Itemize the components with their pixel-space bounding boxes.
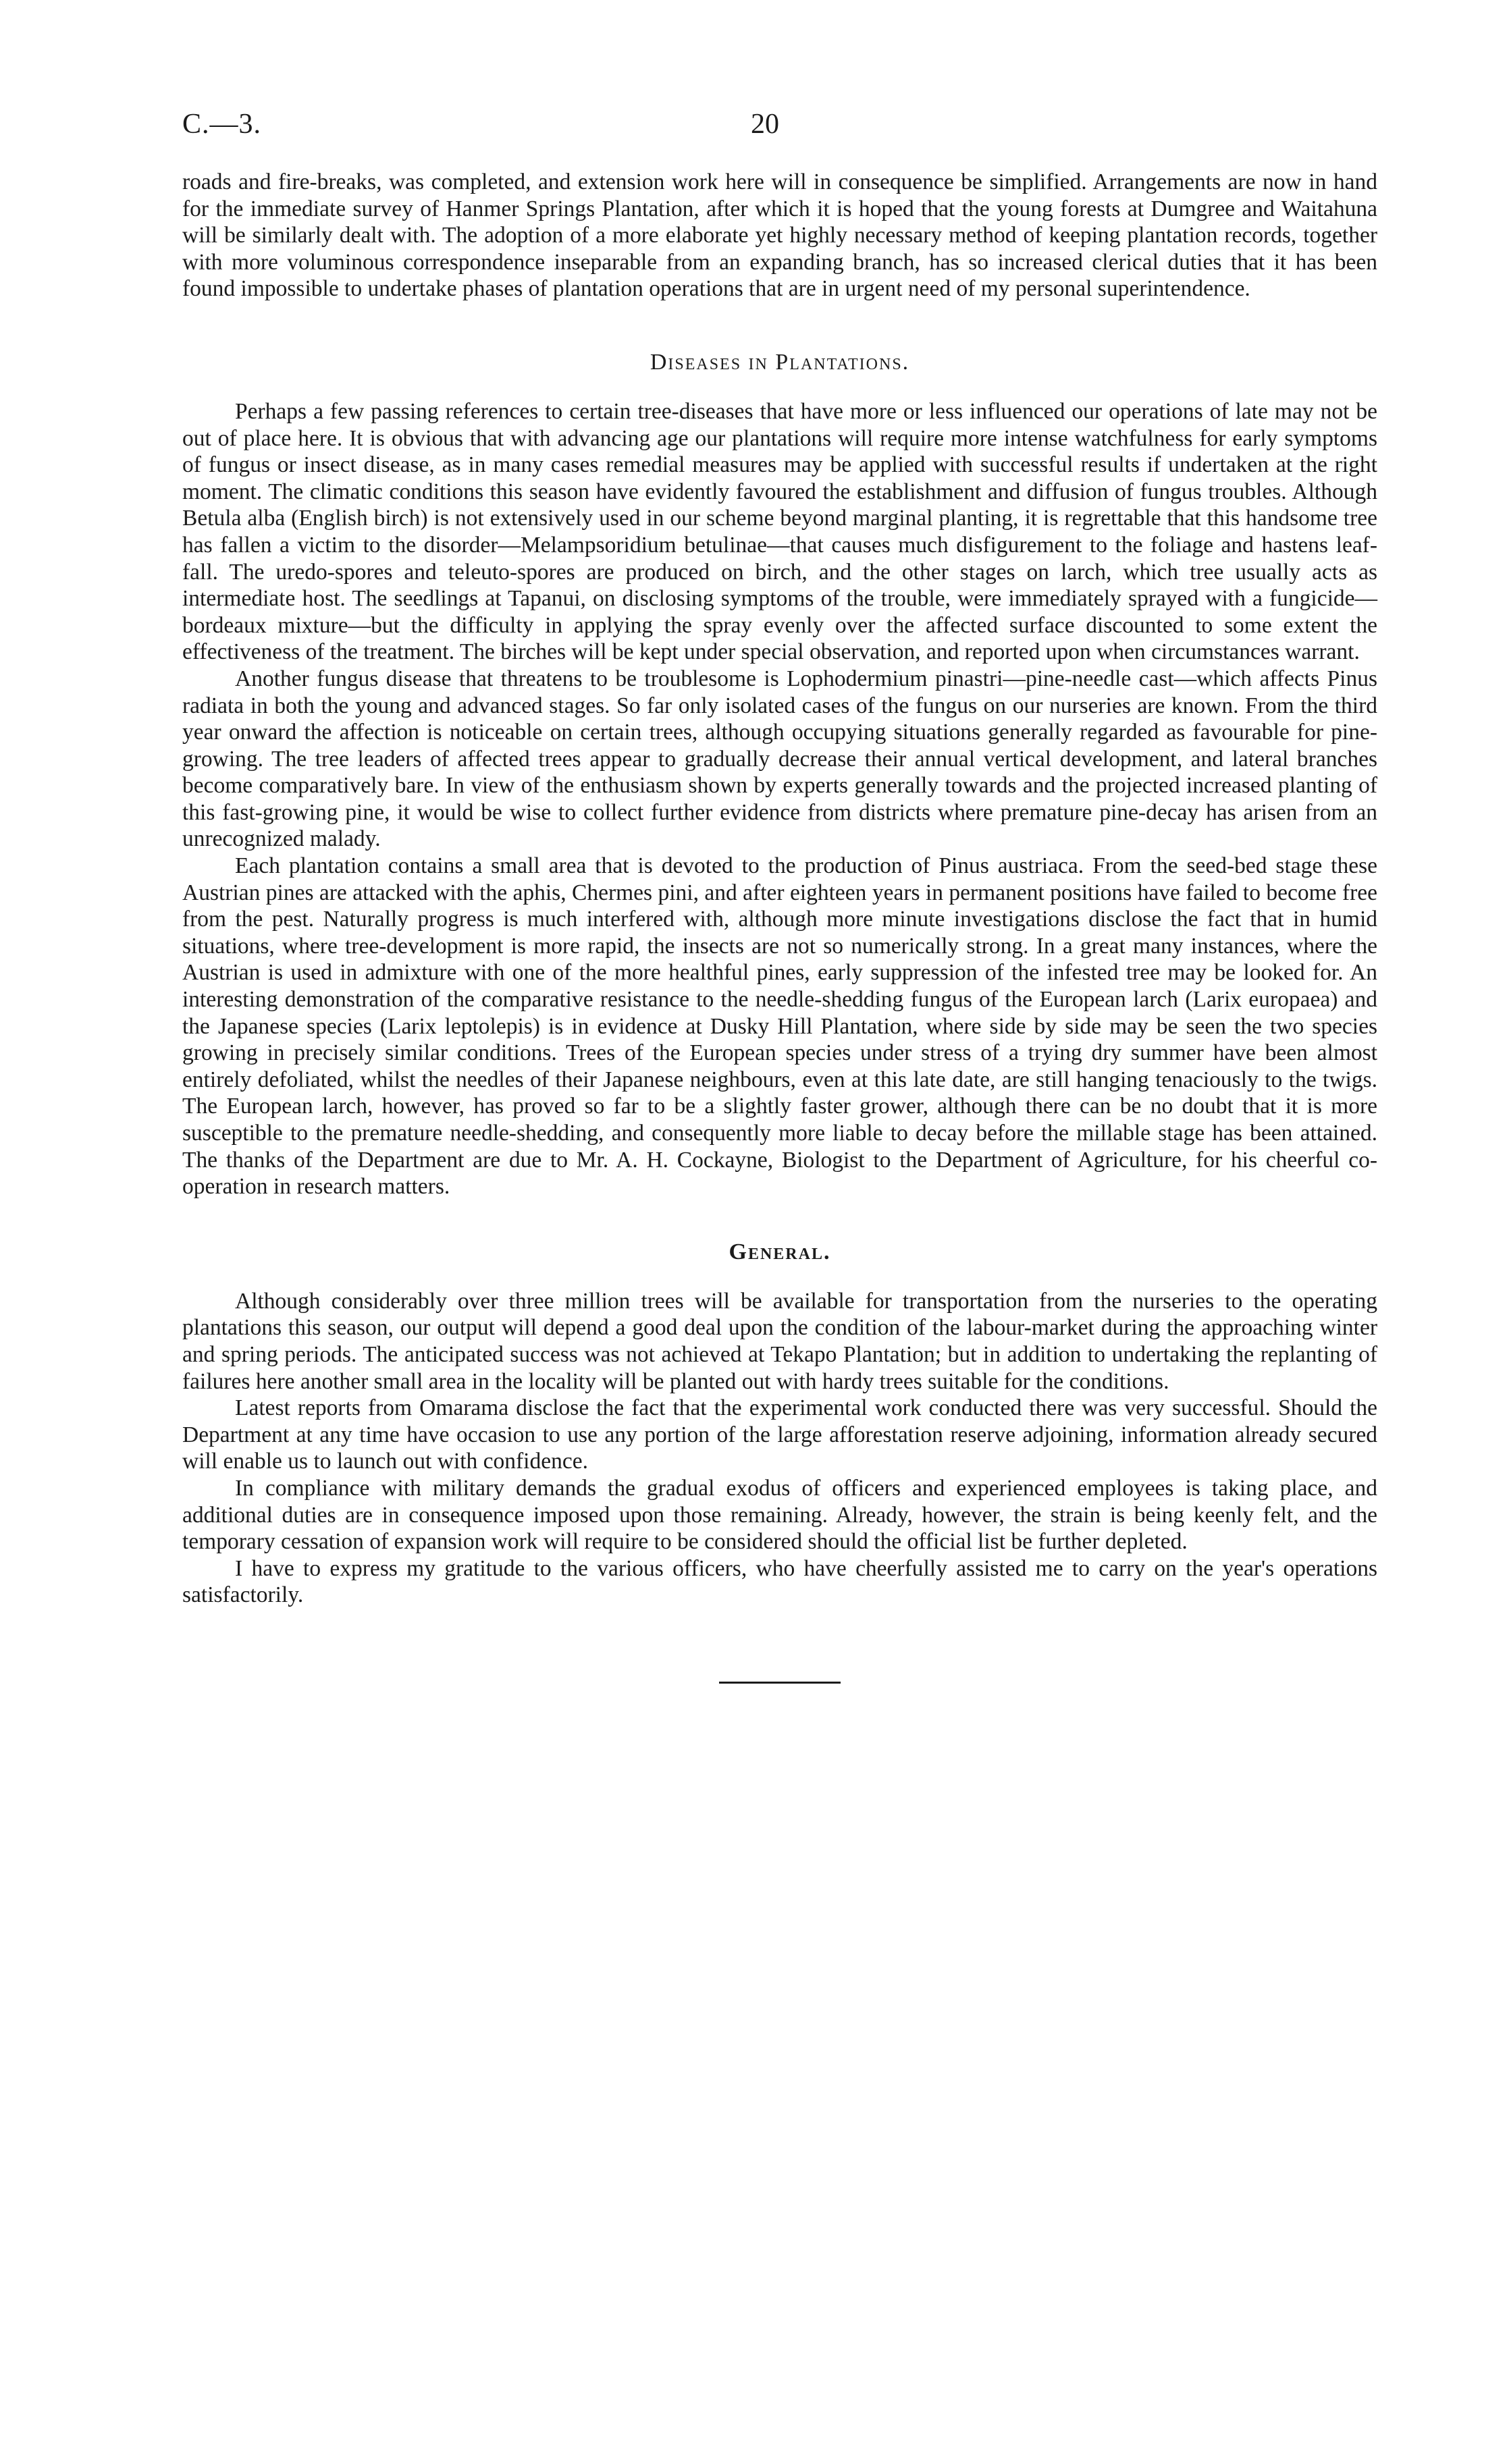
diseases-paragraph: Perhaps a few passing references to certain tree-diseases that have more or less influenced our operations of late may not be out of place here. It is obvious that with advancing age our plantations will require more intense watchfulness for early symptoms of fungus or insect disease, as in many cases remedial measures may be applied with successful results if undertaken at the right moment. The climatic conditions this season have evidently favoured the establishment and diffusion of fungus troubles. Although Betula alba (English birch) is not extensively used in our scheme beyond marginal planting, it is regrettable that this handsome tree has fallen a victim to the disorder—Melampsoridium betulinae—that causes much disfigurement to the foliage and hastens leaf-fall. The uredo-spores and teleuto-spores are produced on birch, and the other stages on larch, which tree usually acts as intermediate host. The seedlings at Tapanui, on disclosing symptoms of the trouble, were immediately sprayed with a fungicide—bordeaux mixture—but the difficulty in applying the spray evenly over the affected surface discounted to some extent the effectiveness of the treatment. The birches will be kept under special observation, and reported upon when circumstances warrant. xyxy=(182,398,1377,665)
end-rule xyxy=(719,1682,841,1684)
diseases-paragraph: Another fungus disease that threatens to be troublesome is Lophodermium pinastri—pine-needle cast—which affects Pinus radiata in both the young and advanced stages. So far only isolated cases of the fungus on our nurseries are known. From the third year onward the affection is noticeable on certain trees, although occupying situations generally regarded as favourable for pine-growing. The tree leaders of affected trees appear to gradually decrease their annual vertical development, and lateral branches become comparatively bare. In view of the enthusiasm shown by experts generally towards and the projected increased planting of this fast-growing pine, it would be wise to collect further evidence from districts where premature pine-decay has arisen from an unrecognized malady. xyxy=(182,666,1377,852)
section-heading-diseases: Diseases in Plantations. xyxy=(650,349,910,375)
general-paragraph: In compliance with military demands the gradual exodus of officers and experienced employees is taking place, and additional duties are in consequence imposed upon those remaining. Already, however, the strain is being keenly felt, and the temporary cessation of expansion work will require to be considered should the official list be further depleted. xyxy=(182,1475,1377,1555)
general-paragraph: I have to express my gratitude to the various officers, who have cheerfully assisted me to carry on the year's operations satisfactorily. xyxy=(182,1555,1377,1608)
page-header xyxy=(182,108,1377,169)
general-paragraph: Although considerably over three million trees will be available for transportation from the nurseries to the operating plantations this season, our output will depend a good deal upon the condition of the labour-market during the approaching winter and spring periods. The anticipated success was not achieved at Tekapo Plantation; but in addition to undertaking the replanting of failures here another small area in the locality will be planted out with hardy trees suitable for the conditions. xyxy=(182,1288,1377,1394)
page-number: 20 xyxy=(751,109,779,140)
intro-paragraph: roads and fire-breaks, was completed, and extension work here will in consequence be simplified. Arrangements are now in hand for the immediate survey of Hanmer Springs Plantation, after which it is hoped that the young forests at Dumgree and Waitahuna will be similarly dealt with. The adoption of a more elaborate yet highly necessary method of keeping plantation records, together with more voluminous correspondence inseparable from an expanding branch, has so increased clerical duties that it has been found impossible to undertake phases of plantation operations that are in urgent need of my personal superintendence. xyxy=(182,169,1377,302)
section-heading-general: General. xyxy=(729,1239,831,1264)
document-page xyxy=(182,108,1377,1684)
document-series: C.—3. xyxy=(182,109,262,140)
diseases-paragraph: Each plantation contains a small area that is devoted to the production of Pinus austriaca. From the seed-bed stage these Austrian pines are attacked with the aphis, Chermes pini, and after eighteen years in permanent positions have failed to become free from the pest. Naturally progress is much interfered with, although more minute investigations disclose the fact that in humid situations, where tree-development is more rapid, the insects are not so numerically strong. In a great many instances, where the Austrian is used in admixture with one of the more healthful pines, early suppression of the infested tree may be looked for. An interesting demonstration of the comparative resistance to the needle-shedding fungus of the European larch (Larix europaea) and the Japanese species (Larix leptolepis) is in evidence at Dusky Hill Plantation, where side by side may be seen the two species growing in precisely similar conditions. Trees of the European species under stress of a trying dry summer have been almost entirely defoliated, whilst the needles of their Japanese neighbours, even at this late date, are still hanging tenaciously to the twigs. The European larch, however, has proved so far to be a slightly faster grower, although there can be no doubt that it is more susceptible to the premature needle-shedding, and consequently more liable to decay before the millable stage has been attained. The thanks of the Department are due to Mr. A. H. Cockayne, Biologist to the Department of Agriculture, for his cheerful co-operation in research matters. xyxy=(182,853,1377,1200)
general-paragraph: Latest reports from Omarama disclose the fact that the experimental work conducted there was very successful. Should the Department at any time have occasion to use any portion of the large afforestation reserve adjoining, information already secured will enable us to launch out with confidence. xyxy=(182,1395,1377,1474)
